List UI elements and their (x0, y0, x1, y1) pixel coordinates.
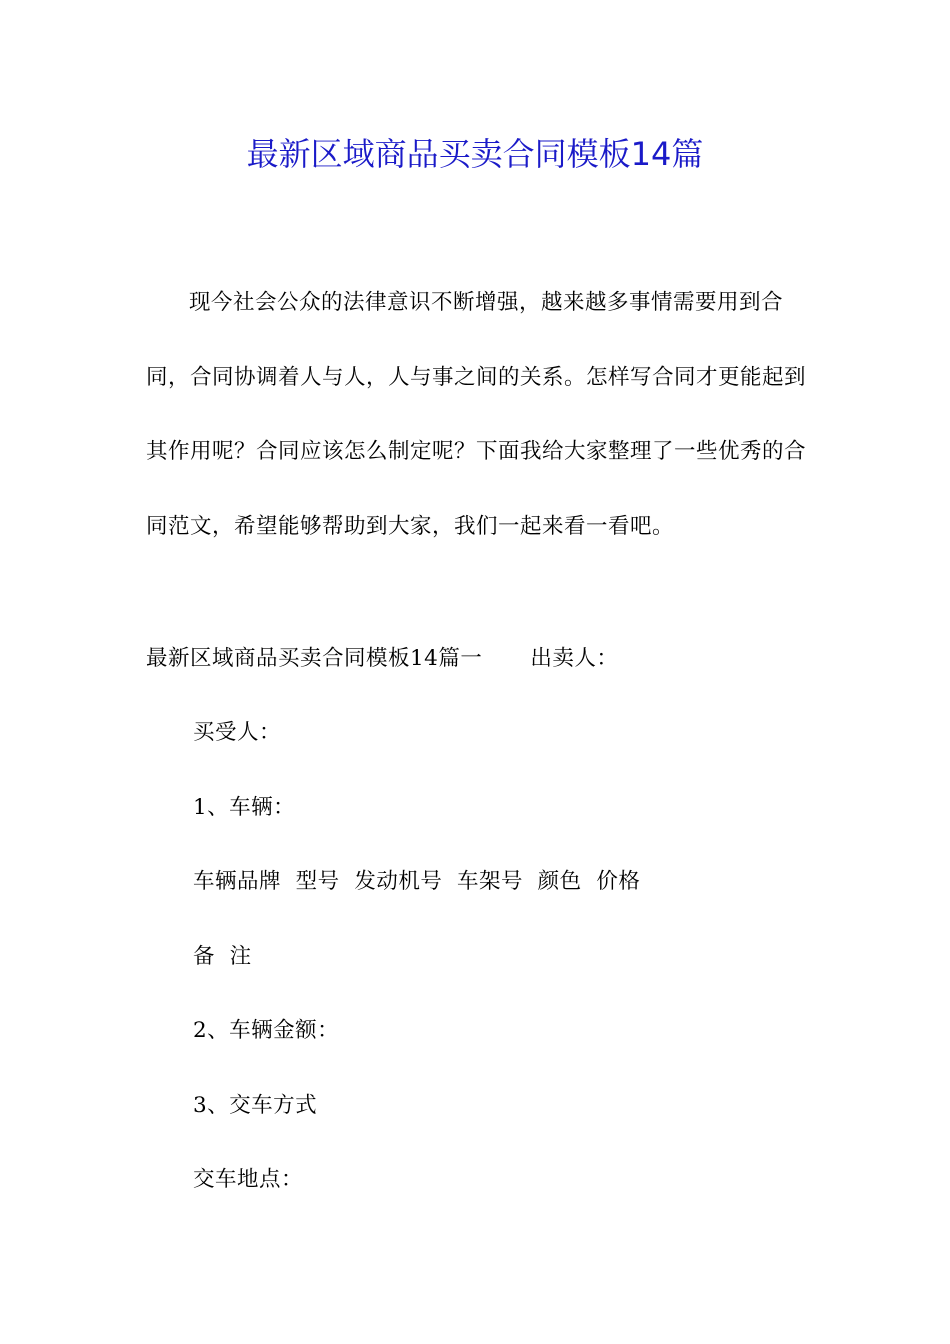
item-delivery-method: 3、交车方式 (193, 1093, 318, 1118)
document-title: 最新区域商品买卖合同模板14篇 (246, 135, 704, 173)
buyer-label: 买受人： (193, 720, 282, 745)
item-vehicle: 1、车辆： (193, 795, 296, 820)
delivery-place-label: 交车地点： (193, 1167, 304, 1192)
section-heading-line (146, 642, 618, 676)
vehicle-fields: 车辆品牌 型号 发动机号 车架号 颜色 价格 (193, 869, 641, 894)
seller-label: 出卖人： (530, 646, 619, 671)
section-heading: 最新区域商品买卖合同模板14篇一 (146, 646, 483, 671)
item-vehicle-amount: 2、车辆金额： (193, 1018, 340, 1043)
remark-label: 备 注 (193, 944, 252, 969)
intro-paragraph: 现今社会公众的法律意识不断增强，越来越多事情需要用到合同，合同协调着人与人，人与事之间的关系。怎样写合同才更能起到其作用呢？合同应该怎么制定呢？下面我给大家整理了一些优秀的合同范文，希望能够帮助到大家，我们一起来看一看吧。 (146, 290, 807, 539)
